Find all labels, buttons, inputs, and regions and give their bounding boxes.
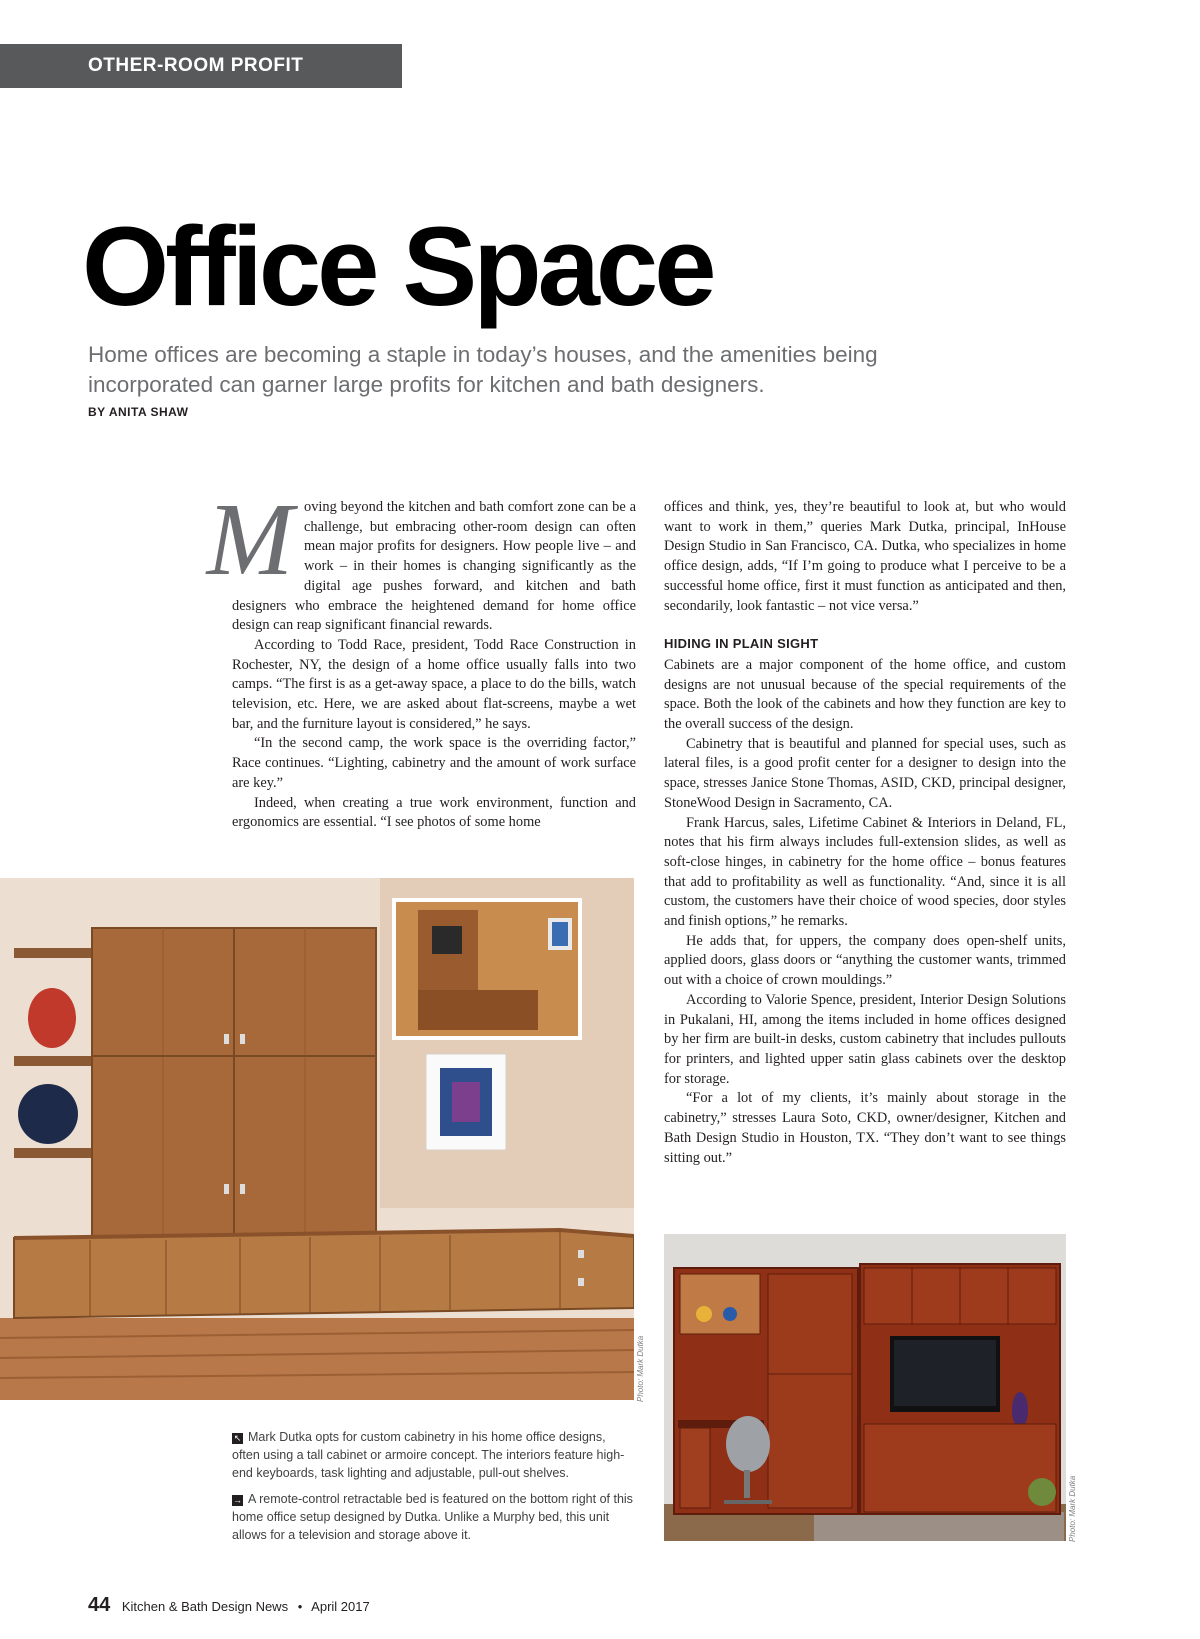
byline: BY ANITA SHAW bbox=[88, 405, 189, 419]
paragraph: Cabinets are a major component of the home office, and custom designs are not unusual because of the special requirements of the space. Both the look of the cabinets and how they function are key to the overall success of the design. bbox=[664, 656, 1066, 733]
paragraph: According to Todd Race, president, Todd Race Construction in Rochester, NY, the design of a home office usually falls into two camps. “The first is as a get-away space, a place to do the bills, watch television, etc. Here, we are asked about flat-screens, maybe a wet bar, and the furniture layout is considered,” he says. bbox=[232, 636, 636, 732]
office-wall-unit-photo bbox=[664, 1234, 1066, 1541]
paragraph: Cabinetry that is beautiful and planned for special uses, such as lateral files, is a good profit center for a designer to design into the space, stresses Janice Stone Thomas, ASID, CKD, principal designer, StoneWood Design in Sacramento, CA. bbox=[664, 735, 1066, 811]
drop-cap: M bbox=[206, 482, 294, 597]
page-number: 44 bbox=[88, 1594, 111, 1616]
section-tab: OTHER-ROOM PROFIT CENTERS bbox=[0, 44, 402, 88]
arrow-right-icon: → bbox=[233, 1495, 242, 1505]
paragraph: “For a lot of my clients, it’s mainly about storage in the cabinetry,” stresses Laura Soto, CKD, owner/designer, Kitchen and Bath Design Studio in Houston, TX. “They don’t want to see things sitting out.” bbox=[664, 1090, 1066, 1166]
article-deck: Home offices are becoming a staple in today’s houses, and the amenities being incorporated can garner large profits for kitchen and bath designers. bbox=[88, 342, 878, 397]
wall-unit-illustration bbox=[664, 1234, 1066, 1541]
caption bbox=[232, 1490, 636, 1544]
article-title: Office Space bbox=[82, 204, 713, 329]
paragraph: Indeed, when creating a true work environment, function and ergonomics are essential. “I see photos of some home bbox=[232, 794, 636, 831]
paragraph: offices and think, yes, they’re beautiful to look at, but who would want to work in them,” queries Mark Dutka, principal, InHouse Design Studio in San Francisco, CA. Dutka, who specializes in home office design, adds, “If I’m going to produce what I perceive to be a successful home office, first it must function as anticipated and then, secondarily, look fantastic – not vice versa.” bbox=[664, 499, 1066, 614]
paragraph: Frank Harcus, sales, Lifetime Cabinet & Interiors in Deland, FL, notes that his firm always includes full-extension slides, as well as soft-close hinges, in cabinetry for the home office – bonus features that add to profitability as well as functionality. “And, since it is all custom, the customers have their choice of wood species, door styles and finish options,” he remarks. bbox=[664, 814, 1066, 930]
paragraph: He adds that, for uppers, the company does open-shelf units, applied doors, glass doors or “anything the customer wants, trimmed out with a choice of crown mouldings.” bbox=[664, 932, 1066, 989]
separator: • bbox=[297, 1599, 303, 1614]
office-cabinetry-photo bbox=[0, 878, 634, 1400]
publication-name: Kitchen & Bath Design News bbox=[121, 1599, 289, 1614]
photo-credit: Photo: Mark Dutka bbox=[1068, 1475, 1077, 1542]
caption-text: A remote-control retractable bed is featured on the bottom right of this home office setup designed by Dutka. Unlike a Murphy bed, this unit allows for a television and storage above it. bbox=[232, 1492, 633, 1542]
paragraph: oving beyond the kitchen and bath comfort zone can be a challenge, but embracing other-room design can often mean major profits for designers. How people live – and work – in their homes is changing significantly as the digital age pushes forward, and kitchen and bath designers who embrace the heightened demand for home office design can reap significant financial rewards. bbox=[232, 499, 636, 634]
caption bbox=[232, 1428, 636, 1482]
photo-captions bbox=[232, 1428, 636, 1552]
article-column-1 bbox=[206, 482, 636, 858]
photo-credit: Photo: Mark Dutka bbox=[636, 1335, 645, 1402]
caption-text: Mark Dutka opts for custom cabinetry in his home office designs, often using a tall cabinet or armoire concept. The interiors feature high-end keyboards, task lighting and adjustable, pull-out shelves. bbox=[232, 1430, 625, 1480]
arrow-up-left-icon: ↖ bbox=[233, 1433, 242, 1443]
subhead: HIDING IN PLAIN SIGHT bbox=[664, 636, 819, 652]
page-footer bbox=[88, 1594, 370, 1617]
issue-date: April 2017 bbox=[311, 1599, 370, 1614]
cabinetry-illustration bbox=[0, 878, 634, 1400]
paragraph: “In the second camp, the work space is the overriding factor,” Race continues. “Lighting, cabinetry and the amount of work surface are key.” bbox=[232, 735, 636, 791]
article-column-2 bbox=[664, 498, 1066, 1168]
paragraph: According to Valorie Spence, president, Interior Design Solutions in Pukalani, HI, among the items included in home offices designed by her firm are built-in desks, custom cabinetry that includes pullouts for printers, and lighted upper satin glass cabinets over the desktop for storage. bbox=[664, 991, 1066, 1087]
